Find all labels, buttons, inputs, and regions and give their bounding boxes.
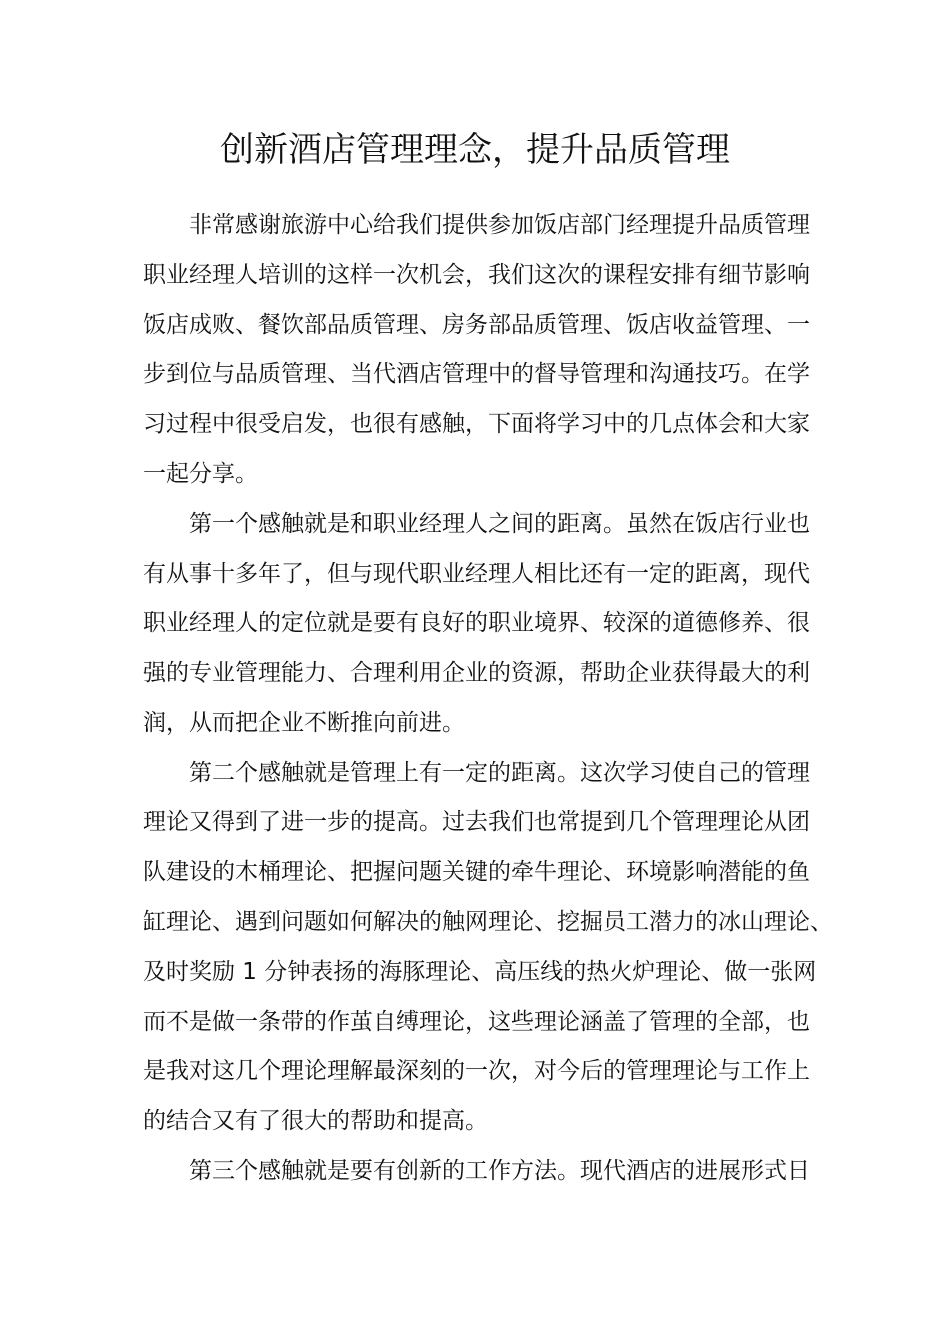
body-line: 是我对这几个理论理解最深刻的一次，对今后的管理理论与工作上 [143, 1058, 810, 1084]
body-line: 润，从而把企业不断推向前进。 [143, 710, 465, 736]
body-line: 而不是做一条带的作茧自缚理论，这些理论涵盖了管理的全部，也 [143, 1009, 810, 1035]
body-line: 第三个感触就是要有创新的工作方法。现代酒店的进展形式日 [143, 1158, 810, 1184]
body-line: 缸理论、遇到问题如何解决的触网理论、挖掘员工潜力的冰山理论、 [143, 909, 833, 935]
document-title: 创新酒店管理理念，提升品质管理 [220, 130, 730, 170]
body-line: 饭店成败、餐饮部品质管理、房务部品质管理、饭店收益管理、一 [143, 312, 810, 338]
body-line: 第二个感触就是管理上有一定的距离。这次学习使自己的管理 [143, 760, 810, 786]
body-line: 非常感谢旅游中心给我们提供参加饭店部门经理提升品质管理 [143, 212, 810, 238]
body-line: 队建设的木桶理论、把握问题关键的牵牛理论、环境影响潜能的鱼 [143, 859, 810, 885]
body-line: 第一个感触就是和职业经理人之间的距离。虽然在饭店行业也 [143, 511, 810, 537]
body-line: 职业经理人培训的这样一次机会，我们这次的课程安排有细节影响 [143, 262, 810, 288]
body-line: 的结合又有了很大的帮助和提高。 [143, 1108, 488, 1134]
body-line: 步到位与品质管理、当代酒店管理中的督导管理和沟通技巧。在学 [143, 361, 810, 387]
body-line: 强的专业管理能力、合理利用企业的资源，帮助企业获得最大的利 [143, 660, 810, 686]
body-line: 一起分享。 [143, 461, 258, 487]
body-line: 及时奖励 1 分钟表扬的海豚理论、高压线的热火炉理论、做一张网 [143, 959, 817, 985]
body-line: 有从事十多年了，但与现代职业经理人相比还有一定的距离，现代 [143, 561, 810, 587]
body-line: 习过程中很受启发，也很有感触，下面将学习中的几点体会和大家 [143, 411, 810, 437]
body-line: 职业经理人的定位就是要有良好的职业境界、较深的道德修养、很 [143, 610, 810, 636]
body-line: 理论又得到了进一步的提高。过去我们也常提到几个管理理论从团 [143, 809, 810, 835]
